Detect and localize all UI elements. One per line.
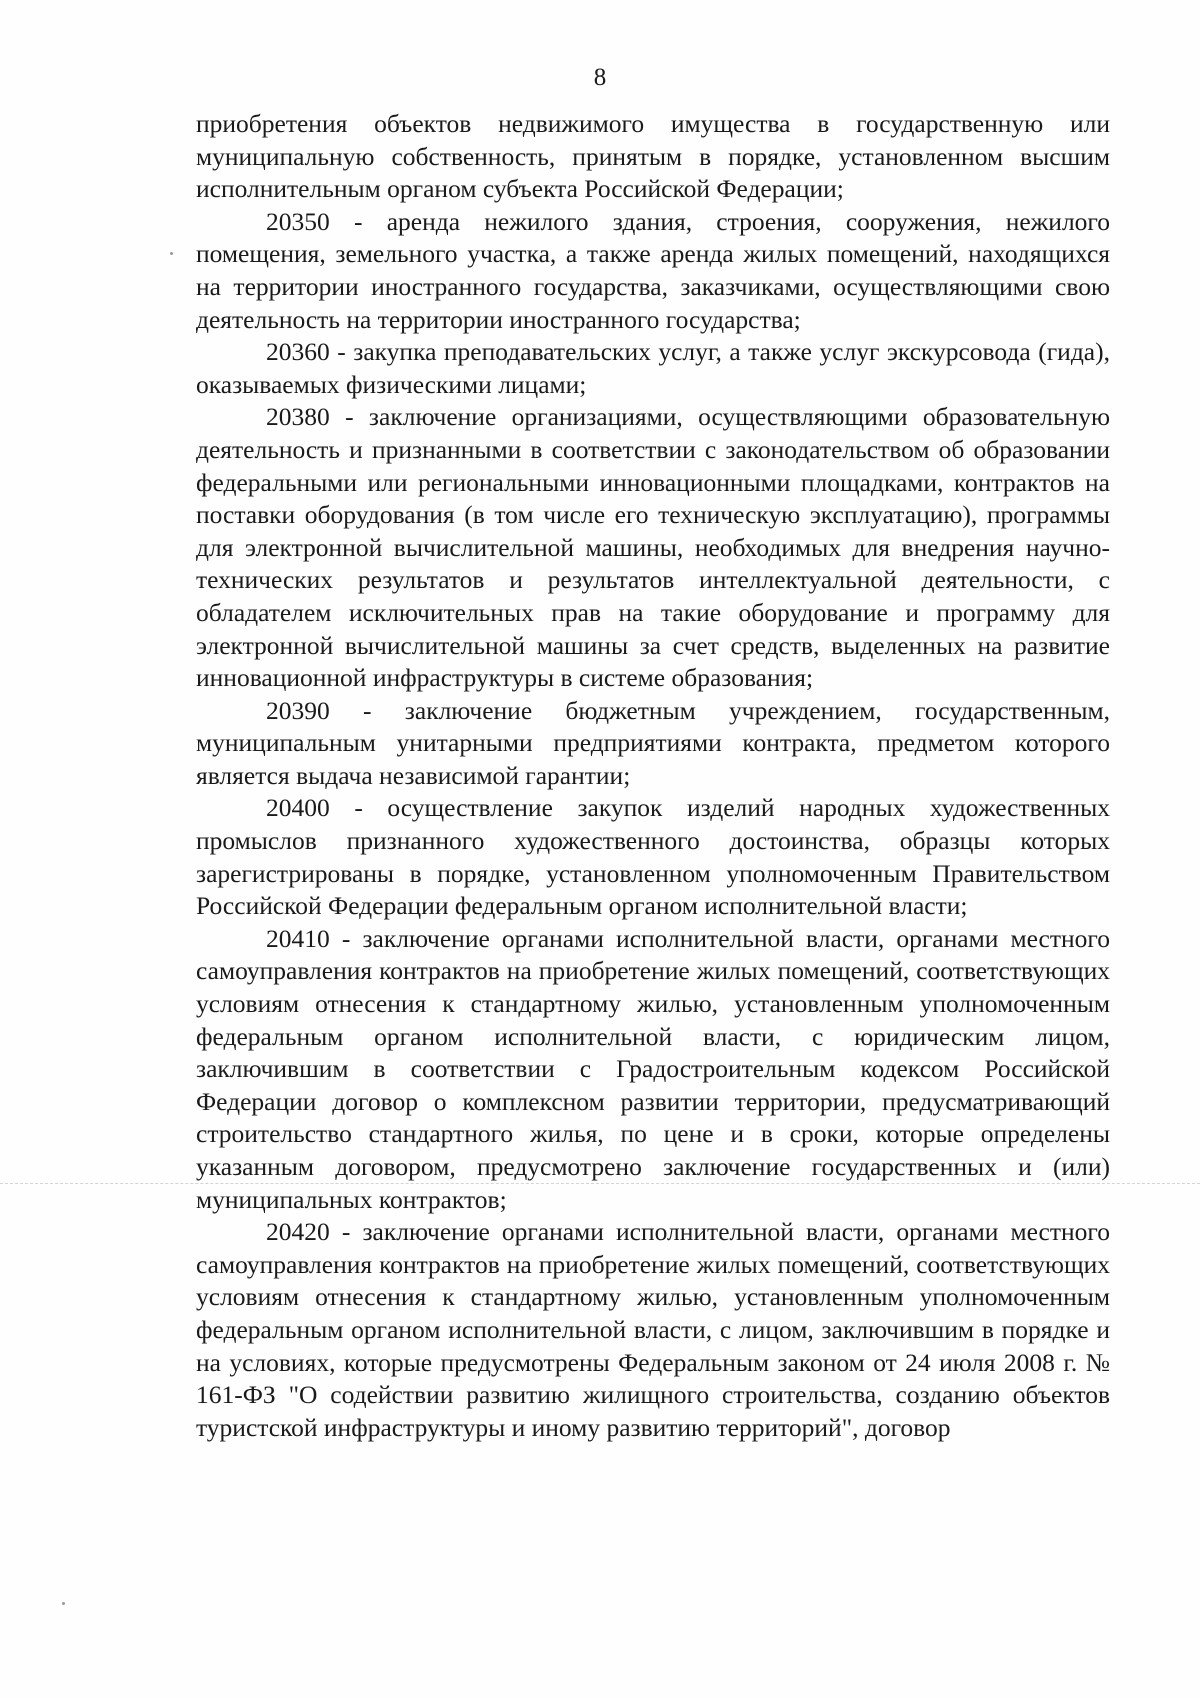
paragraph-20360: 20360 - закупка преподавательских услуг, а также услуг экскурсовода (гида), оказываемых физическими лицами;	[196, 337, 1110, 399]
paragraph-20390: 20390 - заключение бюджетным учреждением, государственным, муниципальным унитарными предприятиями контракта, предметом которого является выдача независимой гарантии;	[196, 695, 1110, 790]
scan-artifact-line	[0, 1183, 1200, 1184]
page-number: 8	[593, 64, 607, 91]
paragraph-20410: 20410 - заключение органами исполнительной власти, органами местного самоуправления контрактов на приобретение жилых помещений, соответствующих условиям отнесения к стандартному жилью, установленным уполномоченным федеральным органом исполнительной власти, с юридическим лицом, заключившим в соответствии с Градостроительным кодексом Российской Федерации договор о комплексном развитии территории, предусматривающий строительство стандартного жилья, по цене и в сроки, которые определены указанным договором, предусмотрено заключение государственных и (или) муниципальных контрактов;	[196, 923, 1110, 1214]
paragraph-20400: 20400 - осуществление закупок изделий народных художественных промыслов признанного художественного достоинства, образцы которых зарегистрированы в порядке, установленном уполномоченным Правительством Российской Федерации федеральным органом исполнительной власти;	[196, 793, 1110, 921]
paragraph-continuation: приобретения объектов недвижимого имущества в государственную или муниципальную собственность, принятым в порядке, установленном высшим исполнительным органом субъекта Российской Федерации;	[196, 109, 1110, 204]
paragraph-20380: 20380 - заключение организациями, осуществляющими образовательную деятельность и признанными в соответствии с законодательством об образовании федеральными или региональными инновационными площадками, контрактов на поставки оборудования (в том числе его техническую эксплуатацию), программы для электронной вычислительной машины, необходимых для внедрения научно-технических результатов и результатов интеллектуальной деятельности, с обладателем исключительных прав на такие оборудование и программу для электронной вычислительной машины за счет средств, выделенных на развитие инновационной инфраструктуры в системе образования;	[196, 402, 1110, 693]
scan-speck	[62, 1602, 65, 1605]
paragraph-20420: 20420 - заключение органами исполнительной власти, органами местного самоуправления контрактов на приобретение жилых помещений, соответствующих условиям отнесения к стандартному жилью, установленным уполномоченным федеральным органом исполнительной власти, с лицом, заключившим в порядке и на условиях, которые предусмотрены Федеральным законом от 24 июля 2008 г. № 161-ФЗ "О содействии развитию жилищного строительства, созданию объектов туристской инфраструктуры и иному развитию территорий", договор	[196, 1217, 1110, 1442]
paragraph-20350: 20350 - аренда нежилого здания, строения, сооружения, нежилого помещения, земельного участка, а также аренда жилых помещений, находящихся на территории иностранного государства, заказчиками, осуществляющими свою деятельность на территории иностранного государства;	[196, 206, 1110, 334]
scan-speck	[170, 252, 173, 255]
document-body	[196, 108, 1110, 1444]
